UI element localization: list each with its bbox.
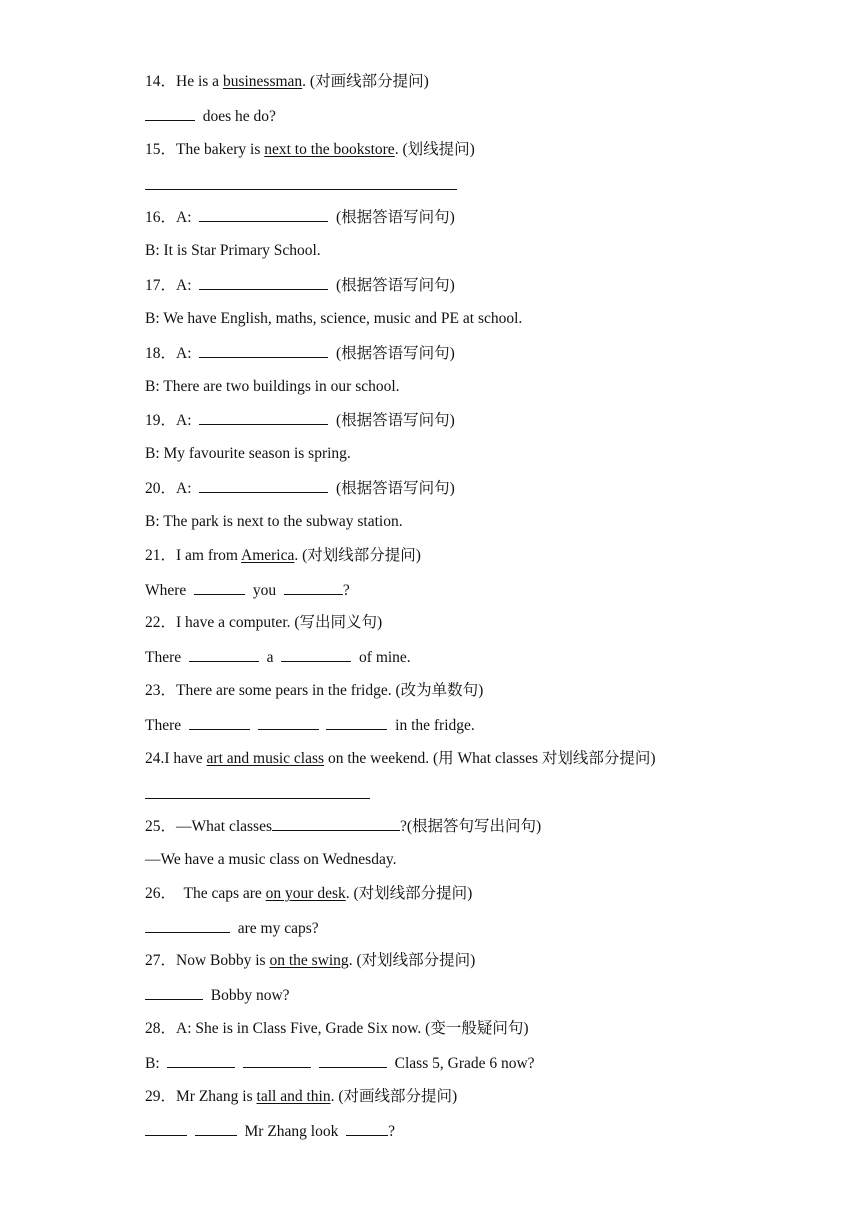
underlined-phrase: next to the bookstore bbox=[264, 141, 395, 158]
instruction-note: (根据答语写问句) bbox=[336, 345, 455, 362]
answer-blank[interactable] bbox=[199, 478, 328, 493]
response-18: B: There are two buildings in our school. bbox=[145, 378, 400, 395]
instruction-note: (根据答语写问句) bbox=[336, 277, 455, 294]
question-19 bbox=[145, 410, 455, 431]
instruction-note: (改为单数句) bbox=[395, 682, 484, 699]
instruction-note: (根据答语写问句) bbox=[336, 412, 455, 429]
question-number: 19． bbox=[145, 412, 177, 429]
question-number: 15． bbox=[145, 141, 177, 158]
question-text: A: She is in Class Five, Grade Six now. bbox=[176, 1020, 426, 1037]
question-text: There are some pears in the fridge. bbox=[176, 682, 396, 699]
question-18 bbox=[145, 343, 455, 364]
answer-14 bbox=[145, 106, 276, 127]
question-28 bbox=[145, 1019, 529, 1039]
answer-blank[interactable] bbox=[145, 985, 203, 1000]
question-number: 29． bbox=[145, 1088, 177, 1105]
answer-blank[interactable] bbox=[243, 1053, 311, 1068]
answer-blank[interactable] bbox=[284, 580, 343, 595]
instruction-note: (根据答语写问句) bbox=[336, 209, 455, 226]
answer-text: ? bbox=[342, 582, 350, 599]
underlined-phrase: art and music class bbox=[206, 750, 325, 767]
question-number: 23． bbox=[145, 682, 177, 699]
question-number: 28． bbox=[145, 1020, 177, 1037]
underlined-phrase: America bbox=[241, 547, 295, 564]
answer-text: of mine. bbox=[359, 649, 411, 666]
answer-blank[interactable] bbox=[145, 918, 230, 933]
speaker-label: B: bbox=[145, 1055, 160, 1072]
instruction-note: (根据答语写问句) bbox=[336, 480, 455, 497]
answer-26 bbox=[145, 918, 319, 939]
question-16 bbox=[145, 207, 455, 228]
question-text: . bbox=[302, 73, 310, 90]
question-text: The caps are bbox=[176, 885, 266, 902]
answer-text: does he do? bbox=[202, 108, 276, 125]
question-number: 27． bbox=[145, 952, 177, 969]
instruction-note: (变一般疑问句) bbox=[425, 1020, 529, 1037]
answer-text: ? bbox=[388, 1123, 395, 1140]
answer-text: in the fridge. bbox=[395, 717, 475, 734]
question-number: 25． bbox=[145, 818, 177, 835]
question-29 bbox=[145, 1087, 457, 1107]
question-text: —What classes bbox=[176, 818, 272, 835]
answer-text: There bbox=[145, 717, 182, 734]
question-text: I am from bbox=[176, 547, 242, 564]
answer-blank[interactable] bbox=[326, 715, 387, 730]
question-number: 22． bbox=[145, 614, 177, 631]
response-16: B: It is Star Primary School. bbox=[145, 242, 321, 259]
question-text: . bbox=[345, 885, 354, 902]
underlined-phrase: on your desk bbox=[265, 885, 346, 902]
answer-28 bbox=[145, 1053, 535, 1074]
question-text: I have bbox=[164, 750, 207, 767]
answer-blank[interactable] bbox=[199, 343, 328, 358]
question-number: 18． bbox=[145, 345, 177, 362]
answer-text: Mr Zhang look bbox=[244, 1123, 339, 1140]
answer-blank[interactable] bbox=[199, 275, 328, 290]
answer-text: Bobby now? bbox=[210, 987, 290, 1004]
question-25 bbox=[145, 816, 541, 837]
speaker-label: A: bbox=[176, 480, 192, 497]
answer-29 bbox=[145, 1121, 395, 1142]
question-22 bbox=[145, 613, 382, 633]
instruction-note: (对划线部分提问) bbox=[302, 547, 421, 564]
question-17 bbox=[145, 275, 455, 296]
answer-blank[interactable] bbox=[281, 647, 351, 662]
answer-blank[interactable] bbox=[319, 1053, 387, 1068]
answer-text: Class 5, Grade 6 now? bbox=[394, 1055, 535, 1072]
instruction-note: (对画线部分提问) bbox=[338, 1088, 458, 1105]
instruction-note: (划线提问) bbox=[402, 141, 475, 158]
question-text: I have a computer. bbox=[176, 614, 295, 631]
speaker-label: A: bbox=[176, 277, 192, 294]
answer-text: Where bbox=[145, 582, 187, 599]
question-text: on the weekend. bbox=[324, 750, 433, 767]
answer-blank[interactable] bbox=[346, 1121, 388, 1136]
question-24 bbox=[145, 749, 656, 769]
question-number: 20． bbox=[145, 480, 177, 497]
answer-21 bbox=[145, 580, 350, 601]
instruction-note: (根据答句写出问句) bbox=[406, 818, 542, 835]
answer-line-15[interactable] bbox=[145, 189, 457, 190]
underlined-phrase: tall and thin bbox=[256, 1088, 331, 1105]
instruction-note: (对划线部分提问) bbox=[356, 952, 476, 969]
speaker-label: A: bbox=[176, 345, 192, 362]
instruction-note: (对画线部分提问) bbox=[309, 73, 429, 90]
instruction-note: (写出同义句) bbox=[294, 614, 383, 631]
answer-blank[interactable] bbox=[272, 816, 400, 831]
response-20: B: The park is next to the subway station. bbox=[145, 513, 403, 530]
question-23 bbox=[145, 681, 483, 701]
question-number: 14． bbox=[145, 73, 177, 90]
question-14 bbox=[145, 72, 429, 92]
question-number: 17． bbox=[145, 277, 177, 294]
answer-blank[interactable] bbox=[189, 647, 259, 662]
question-text: ? bbox=[400, 818, 407, 835]
answer-blank[interactable] bbox=[145, 106, 195, 121]
answer-blank[interactable] bbox=[189, 715, 250, 730]
underlined-phrase: on the swing bbox=[269, 952, 349, 969]
instruction-note: (对划线部分提问) bbox=[353, 885, 473, 902]
speaker-label: A: bbox=[176, 412, 192, 429]
answer-line-24[interactable] bbox=[145, 798, 370, 799]
question-21 bbox=[145, 546, 421, 566]
question-number: 21． bbox=[145, 547, 177, 564]
answer-blank[interactable] bbox=[145, 1121, 187, 1136]
response-17: B: We have English, maths, science, music and PE at school. bbox=[145, 310, 523, 327]
underlined-phrase: businessman bbox=[222, 73, 303, 90]
answer-blank[interactable] bbox=[167, 1053, 235, 1068]
answer-22 bbox=[145, 647, 411, 668]
response-19: B: My favourite season is spring. bbox=[145, 445, 351, 462]
question-number: 24. bbox=[145, 750, 165, 767]
answer-23 bbox=[145, 715, 475, 736]
question-text: . bbox=[394, 141, 403, 158]
answer-blank[interactable] bbox=[199, 410, 328, 425]
question-text: . bbox=[294, 547, 303, 564]
question-text: . bbox=[348, 952, 357, 969]
question-text: Mr Zhang is bbox=[176, 1088, 257, 1105]
question-20 bbox=[145, 478, 455, 499]
answer-blank[interactable] bbox=[199, 207, 328, 222]
answer-blank[interactable] bbox=[258, 715, 319, 730]
answer-blank[interactable] bbox=[194, 580, 245, 595]
question-15 bbox=[145, 140, 475, 160]
answer-text: are my caps? bbox=[237, 920, 319, 937]
question-text: He is a bbox=[176, 73, 223, 90]
question-text: The bakery is bbox=[176, 141, 265, 158]
answer-blank[interactable] bbox=[195, 1121, 237, 1136]
question-26 bbox=[145, 884, 472, 904]
question-number: 16． bbox=[145, 209, 177, 226]
answer-text: you bbox=[252, 582, 277, 599]
question-27 bbox=[145, 951, 475, 971]
answer-27 bbox=[145, 985, 290, 1006]
question-text: . bbox=[330, 1088, 339, 1105]
answer-text: a bbox=[266, 649, 274, 666]
answer-text: There bbox=[145, 649, 182, 666]
question-text: Now Bobby is bbox=[176, 952, 270, 969]
instruction-note: (用 What classes 对划线部分提问) bbox=[432, 750, 656, 767]
speaker-label: A: bbox=[176, 209, 192, 226]
response-25: —We have a music class on Wednesday. bbox=[145, 851, 397, 868]
question-number: 26． bbox=[145, 885, 177, 902]
